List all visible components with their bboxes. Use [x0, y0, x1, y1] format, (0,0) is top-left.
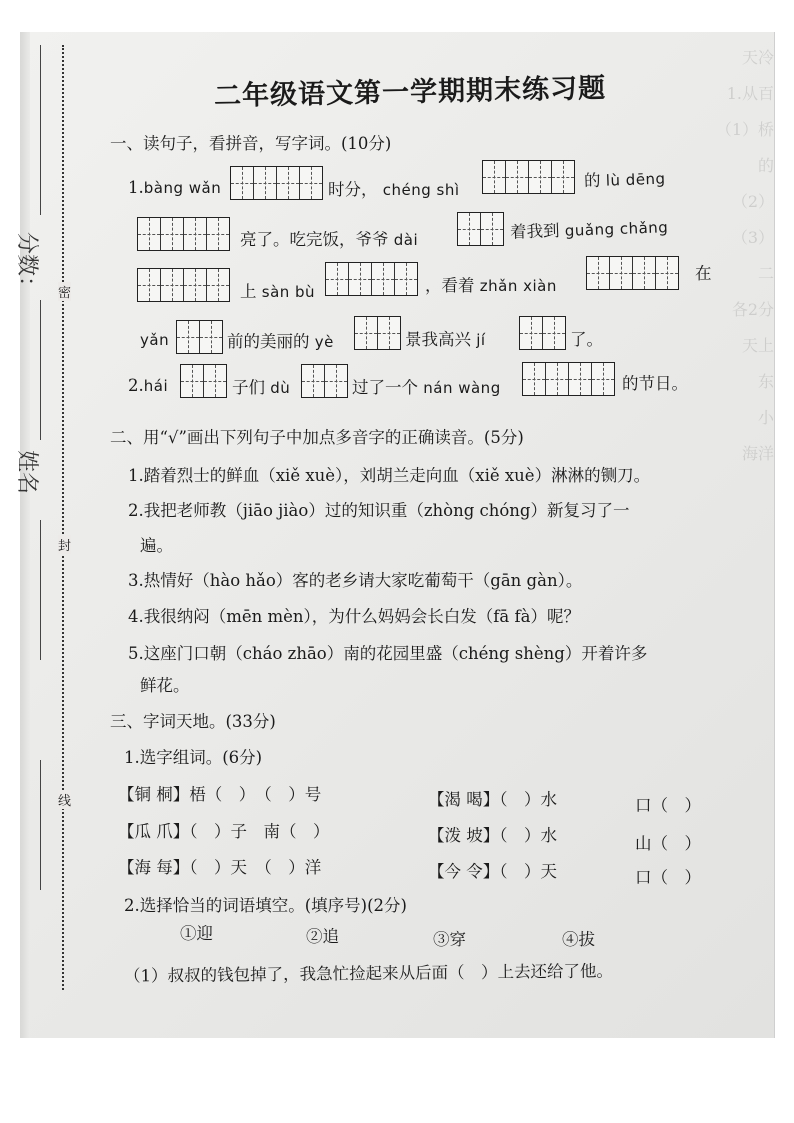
- pinyin: bàng wǎn: [143, 179, 222, 197]
- s1-l4-text: 前的美丽的 yè: [227, 332, 334, 351]
- s3-row3-c: 口（ ）: [635, 868, 701, 887]
- s3-row2-b: 【泼 坡】（ ）水: [428, 826, 557, 845]
- write-box-guangchang[interactable]: [137, 268, 230, 302]
- s3-q1: 1.选字组词。(6分): [124, 748, 263, 767]
- seal-char-feng: 封: [58, 535, 71, 554]
- s3-option-4: ④拔: [562, 930, 595, 949]
- write-box-sanbu[interactable]: [325, 262, 418, 296]
- write-box-du[interactable]: [301, 364, 348, 398]
- write-box-chengshi[interactable]: [482, 160, 575, 194]
- write-box-yan[interactable]: [176, 320, 223, 354]
- s3-sentence-1: （1）叔叔的钱包掉了，我急忙捡起来从后面（ ）上去还给了他。: [123, 961, 614, 986]
- s2-item-1: 1.踏着烈士的鲜血（xiě xuè），刘胡兰走向血（xiě xuè）淋淋的铡刀。: [128, 466, 651, 485]
- s1-l2-text: 亮了。吃完饭，爷爷 dài: [240, 230, 419, 249]
- margin-line-top: [40, 45, 41, 215]
- seal-char-mi: 密: [58, 282, 71, 301]
- s3-option-3: ③穿: [433, 930, 466, 949]
- item-number: 1.: [128, 178, 144, 197]
- s1-l3-mid: ，看着 zhǎn xiàn: [425, 276, 557, 295]
- s1-l1-tail: 的 lù dēng: [583, 169, 666, 191]
- s2-item-2-cont: 遍。: [140, 536, 173, 555]
- s1-l4-mid: 景我高兴 jí: [405, 330, 486, 349]
- s3-option-1: ①迎: [180, 924, 213, 943]
- s1-l1: [128, 178, 221, 197]
- s3-row2-a: 【瓜 爪】（ ）子 南（ ）: [118, 822, 330, 841]
- s1-l2-tail: 着我到 guǎng chǎng: [509, 218, 669, 242]
- section2-heading: 二、用“√”画出下列句子中加点多音字的正确读音。(5分): [110, 428, 524, 447]
- write-box-ludeng[interactable]: [137, 217, 230, 251]
- s1-l5: 2.hái: [128, 376, 169, 395]
- s2-item-5-cont: 鲜花。: [140, 676, 190, 695]
- s3-row3-a: 【海 每】（ ）天 （ ）洋: [118, 858, 322, 877]
- write-box-hai[interactable]: [180, 364, 227, 398]
- write-box-nanwang[interactable]: [522, 362, 615, 396]
- s2-item-5: 5.这座门口朝（cháo zhāo）南的花园里盛（chéng shèng）开着许多: [128, 644, 648, 663]
- write-box-ji[interactable]: [519, 316, 566, 350]
- s1-l5-tail: 的节日。: [622, 374, 688, 393]
- seal-dotted-line: [62, 45, 64, 990]
- s3-row3-b: 【今 令】（ ）天: [428, 862, 557, 881]
- class-label: 分数：: [14, 232, 39, 299]
- write-box-ye[interactable]: [354, 316, 401, 350]
- margin-line-mid: [40, 300, 41, 440]
- s1-l4-tail: 了。: [570, 330, 603, 349]
- s3-q2: 2.选择恰当的词语填空。(填序号)(2分): [124, 896, 407, 915]
- margin-line-bottom: [40, 760, 41, 890]
- s2-item-2: 2.我把老师教（jiāo jiào）过的知识重（zhòng chóng）新复习了一: [128, 501, 630, 520]
- s1-l5-text: 子们 dù: [232, 378, 291, 397]
- write-box-dai[interactable]: [457, 212, 504, 246]
- section3-heading: 三、字词天地。(33分): [110, 712, 276, 731]
- seal-char-xian: 线: [58, 790, 71, 809]
- s3-row1-b: 【渴 喝】（ ）水: [428, 790, 557, 809]
- margin-line-low: [40, 520, 41, 660]
- s3-row2-c: 山（ ）: [635, 834, 701, 853]
- s2-item-4: 4.我很纳闷（mēn mèn），为什么妈妈会长白发（fā fà）呢？: [128, 607, 580, 626]
- write-box-bangwan[interactable]: [230, 166, 323, 200]
- s3-option-2: ②追: [306, 927, 339, 946]
- s3-row1-a: 【铜 桐】梧（ ） （ ）号: [118, 785, 322, 804]
- page-title: 二年级语文第一学期期末练习题: [213, 72, 607, 113]
- s1-l4-py1: yǎn: [140, 331, 170, 349]
- s2-item-3: 3.热情好（hào hǎo）客的老乡请大家吃葡萄干（gān gàn）。: [128, 571, 583, 590]
- bleed-through-text: 天冷 1.从百 （1）桥 的 （2） （3） 二 各2分 天上 东 小 海洋: [715, 48, 774, 463]
- s1-l5-mid: 过了一个 nán wàng: [352, 378, 501, 397]
- s3-row1-c: 口（ ）: [635, 796, 701, 815]
- s1-l1-text: 时分， chéng shì: [328, 180, 460, 199]
- name-label: 姓名: [14, 450, 39, 495]
- write-box-zhanxian[interactable]: [586, 256, 679, 290]
- section1-heading: 一、读句子，看拼音，写字词。(10分): [110, 134, 392, 153]
- paper-edge: [20, 32, 30, 1038]
- s1-l3-text: 上 sàn bù: [240, 282, 316, 301]
- s1-l3-tail: 在: [695, 264, 712, 283]
